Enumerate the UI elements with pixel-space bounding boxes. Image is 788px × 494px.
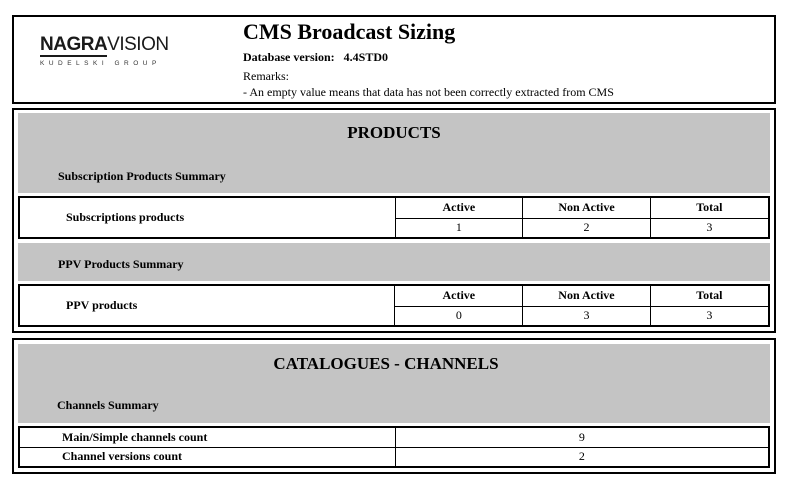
subscription-header-non-active: Non Active xyxy=(523,197,651,218)
ppv-summary-title: PPV Products Summary xyxy=(58,257,184,271)
ppv-value-non-active: 3 xyxy=(523,306,651,326)
channels-versions-label: Channel versions count xyxy=(19,447,395,467)
table-row xyxy=(19,427,769,447)
ppv-value-active: 0 xyxy=(395,306,523,326)
subscription-products-table xyxy=(18,196,770,239)
remarks-label: Remarks: xyxy=(243,69,289,83)
table-row xyxy=(19,447,769,467)
ppv-header-total: Total xyxy=(650,285,769,306)
database-version-value: 4.4STD0 xyxy=(343,50,389,64)
channels-main-value: 9 xyxy=(395,427,769,447)
subscription-value-active: 1 xyxy=(395,218,523,238)
database-version-label: Database version: xyxy=(243,50,335,64)
ppv-row-label: PPV products xyxy=(19,285,395,326)
ppv-products-table xyxy=(18,284,770,327)
ppv-header-non-active: Non Active xyxy=(523,285,651,306)
subscription-summary-title: Subscription Products Summary xyxy=(58,169,226,183)
nagravision-logo xyxy=(24,23,184,75)
channels-main-label: Main/Simple channels count xyxy=(19,427,395,447)
logo-wordmark: NAGRAVISION xyxy=(40,34,169,55)
channels-summary-title: Channels Summary xyxy=(57,398,159,412)
remarks-text: - An empty value means that data has not been correctly extracted from CMS xyxy=(243,85,614,99)
products-title: PRODUCTS xyxy=(347,123,441,142)
subscription-value-non-active: 2 xyxy=(523,218,651,238)
channels-table xyxy=(18,426,770,468)
page-title: CMS Broadcast Sizing xyxy=(243,19,456,44)
database-version xyxy=(243,50,388,65)
subscription-row-label: Subscriptions products xyxy=(19,197,395,238)
ppv-value-total: 3 xyxy=(650,306,769,326)
subscription-value-total: 3 xyxy=(650,218,769,238)
channels-versions-value: 2 xyxy=(395,447,769,467)
ppv-header-active: Active xyxy=(395,285,523,306)
subscription-header-total: Total xyxy=(650,197,769,218)
catalogues-title: CATALOGUES - CHANNELS xyxy=(273,354,499,373)
subscription-header-active: Active xyxy=(395,197,523,218)
logo-subtitle: KUDELSKI GROUP xyxy=(40,60,161,67)
